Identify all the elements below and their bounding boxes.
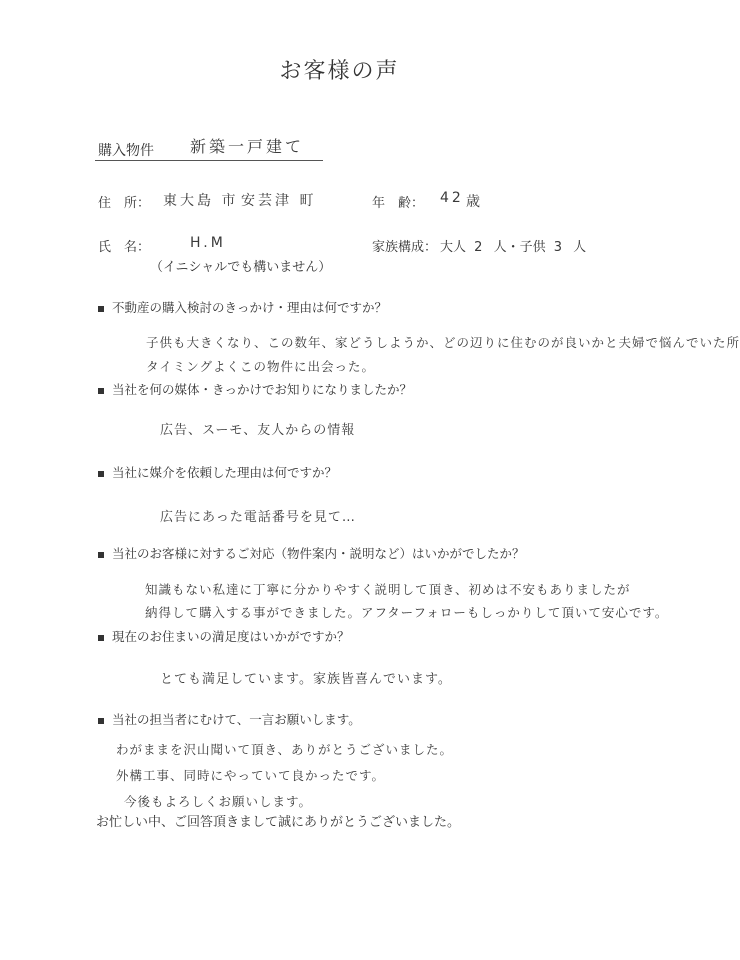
family-adults-label: 大人 bbox=[440, 240, 467, 255]
answer-4-line-2: 納得して購入する事ができました。アフターフォローもしっかりして頂いて安心です。 bbox=[145, 605, 669, 620]
property-underline bbox=[95, 160, 323, 161]
family-label: 家族構成： bbox=[372, 240, 438, 255]
address-label: 住 所： bbox=[98, 196, 151, 211]
answer-4-line-1: 知識もない私達に丁寧に分かりやすく説明して頂き、初めは不安もありましたが bbox=[145, 582, 631, 597]
family-mid: 人・子供 bbox=[493, 240, 546, 255]
question-2: 当社を何の媒体・きっかけでお知りになりましたか？ bbox=[98, 380, 412, 398]
family-children: 3 bbox=[553, 240, 566, 255]
name-note: （イニシャルでも構いません） bbox=[150, 260, 332, 275]
page-title: お客様の声 bbox=[279, 59, 400, 84]
age-value: 42 bbox=[440, 190, 464, 206]
answer-5-line-1: とても満足しています。家族皆喜んでいます。 bbox=[160, 672, 452, 687]
age-unit: 歳 bbox=[466, 194, 483, 210]
question-5: 現在のお住まいの満足度はいかがですか？ bbox=[98, 627, 350, 645]
question-4: 当社のお客様に対するご対応（物件案内・説明など）はいかがでしたか？ bbox=[98, 544, 525, 562]
answer-6-line-1: わがままを沢山聞いて頂き、ありがとうございました。 bbox=[116, 742, 454, 757]
family-unit: 人 bbox=[573, 240, 587, 255]
address-city: 東大島 市 bbox=[163, 193, 239, 209]
answer-6-line-2: 外構工事、同時にやっていて良かったです。 bbox=[116, 768, 386, 783]
bullet-icon bbox=[98, 552, 104, 558]
name-label: 氏 名： bbox=[98, 240, 151, 255]
address-town: 安芸津 町 bbox=[241, 193, 317, 209]
family-text bbox=[440, 236, 586, 255]
answer-1-line-1: 子供も大きくなり、この数年、家どうしようか、どの辺りに住むのが良いかと夫婦で悩んでいた所 bbox=[146, 335, 740, 350]
age-label: 年 齢： bbox=[372, 196, 425, 211]
bullet-icon bbox=[98, 718, 104, 724]
answer-1-line-2: タイミングよくこの物件に出会った。 bbox=[146, 359, 376, 374]
property-value: 新築一戸建て bbox=[190, 137, 305, 156]
bullet-icon bbox=[98, 471, 104, 477]
bullet-icon bbox=[98, 388, 104, 394]
answer-6-line-3: 今後もよろしくお願いします。 bbox=[124, 794, 313, 809]
family-adults: 2 bbox=[474, 240, 486, 255]
closing-message: お忙しい中、ご回答頂きまして誠にありがとうございました。 bbox=[96, 815, 461, 830]
property-label: 購入物件 bbox=[98, 143, 154, 159]
bullet-icon bbox=[98, 306, 104, 312]
bullet-icon bbox=[98, 635, 104, 641]
question-1: 不動産の購入検討のきっかけ・理由は何ですか？ bbox=[98, 298, 387, 316]
answer-2-line-1: 広告、スーモ、友人からの情報 bbox=[160, 423, 356, 438]
question-6: 当社の担当者にむけて、一言お願いします。 bbox=[98, 710, 361, 728]
name-value: H.M bbox=[190, 235, 226, 251]
question-3: 当社に媒介を依頼した理由は何ですか？ bbox=[98, 463, 337, 481]
answer-3-line-1: 広告にあった電話番号を見て… bbox=[160, 510, 356, 525]
